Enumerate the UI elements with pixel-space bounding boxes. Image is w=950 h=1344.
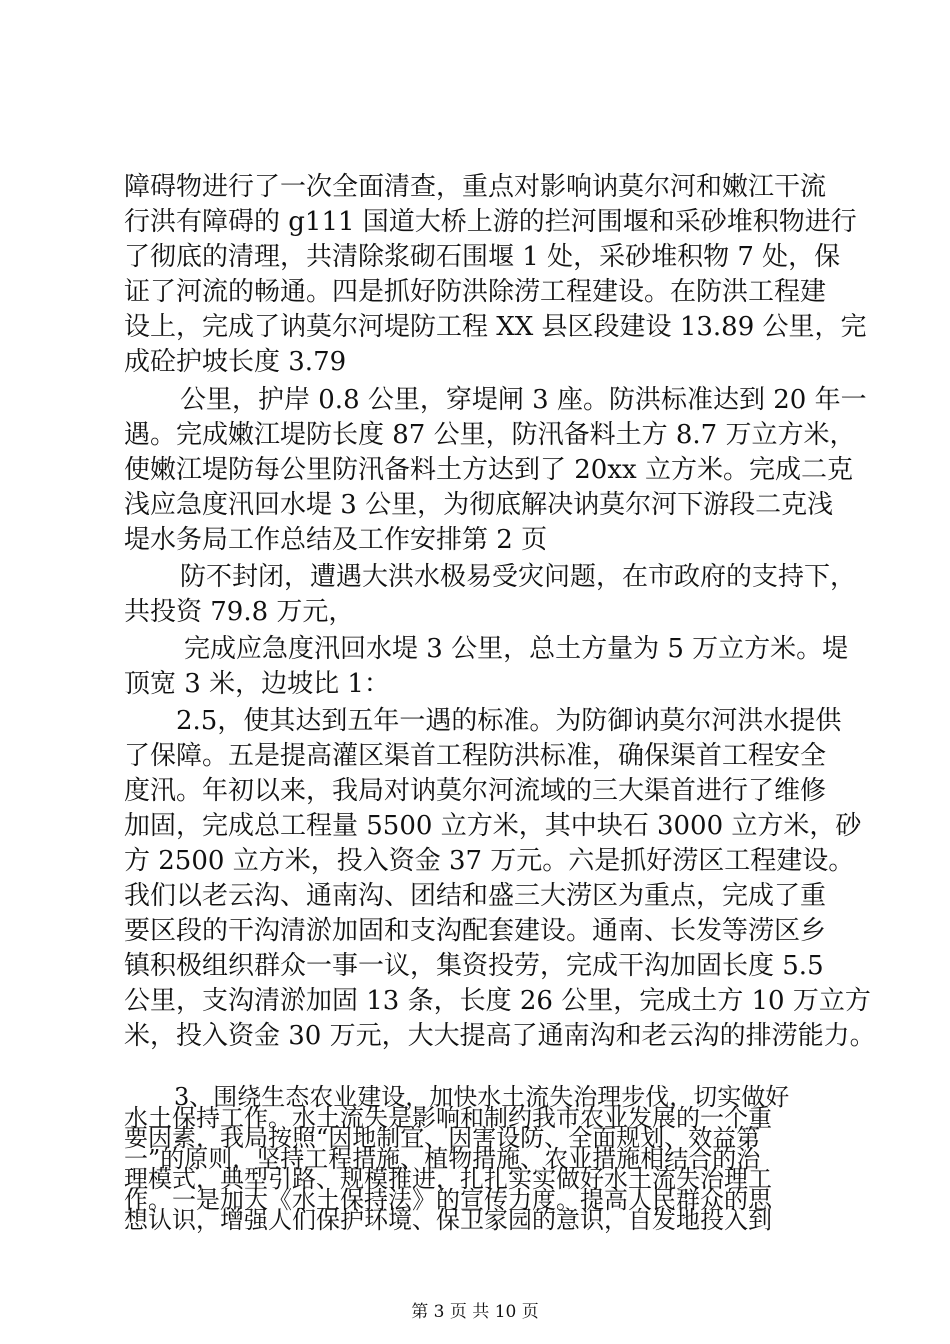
text-line: 顶宽 3 米，边坡比 1： [124, 669, 390, 699]
text-line: 完成应急度汛回水堤 3 公里，总土方量为 5 万立方米。堤 [184, 634, 849, 664]
text-line: 要因素，我局按照“因地制宜、因害设防、全面规划、效益第 [124, 1124, 761, 1152]
text-line: 堤水务局工作总结及工作安排第 2 页 [124, 525, 548, 555]
text-line: 防不封闭，遭遇大洪水极易受灾问题，在市政府的支持下， [180, 562, 857, 592]
text-line: 方 2500 立方米，投入资金 37 万元。六是抓好涝区工程建设。 [124, 846, 855, 876]
text-line: 设上，完成了讷莫尔河堤防工程 XX 县区段建设 13.89 公里，完 [124, 312, 867, 342]
text-line: 我们以老云沟、通南沟、团结和盛三大涝区为重点，完成了重 [124, 881, 827, 911]
text-line: 了彻底的清理，共清除浆砌石围堰 1 处，采砂堆积物 7 处，保 [124, 242, 841, 272]
text-line: 障碍物进行了一次全面清查，重点对影响讷莫尔河和嫩江干流 [124, 172, 827, 202]
text-line: 加固，完成总工程量 5500 立方米，其中块石 3000 立方米，砂 [124, 811, 862, 841]
text-line: 要区段的干沟清淤加固和支沟配套建设。通南、长发等涝区乡 [124, 916, 827, 946]
text-line: 理模式，典型引路、规模推进，扎扎实实做好水土流失治理工 [124, 1165, 772, 1193]
text-line: 度汛。年初以来，我局对讷莫尔河流域的三大渠首进行了维修 [124, 776, 827, 806]
page-number-footer: 第 3 页 共 10 页 [411, 1302, 539, 1322]
text-line: 使嫩江堤防每公里防汛备料土方达到了 20xx 立方米。完成二克 [124, 455, 853, 485]
text-line: 作。一是加大《水土保持法》的宣传力度。提高人民群众的思 [124, 1186, 772, 1214]
text-line: 米，投入资金 30 万元，大大提高了通南沟和老云沟的排涝能力。 [124, 1021, 876, 1051]
text-line: 3、围绕生态农业建设，加快水土流失治理步伐，切实做好 [174, 1083, 790, 1111]
text-line: 公里，护岸 0.8 公里，穿堤闸 3 座。防洪标准达到 20 年一 [180, 385, 867, 415]
text-line: 想认识，增强人们保护环境、保卫家园的意识，自发地投入到 [124, 1206, 772, 1234]
text-line: 行洪有障碍的 g111 国道大桥上游的拦河围堰和采砂堆积物进行 [124, 207, 857, 237]
text-line: 了保障。五是提高灌区渠首工程防洪标准，确保渠首工程安全 [124, 741, 827, 771]
text-line: 成砼护坡长度 3.79 [124, 347, 347, 377]
text-line: 2.5，使其达到五年一遇的标准。为防御讷莫尔河洪水提供 [176, 706, 842, 736]
text-line: 一”的原则，坚持工程措施、植物措施、农业措施相结合的治 [124, 1145, 761, 1173]
text-line: 遇。完成嫩江堤防长度 87 公里，防汛备料土方 8.7 万立方米， [124, 420, 856, 450]
text-line: 证了河流的畅通。四是抓好防洪除涝工程建设。在防洪工程建 [124, 277, 827, 307]
text-line: 镇积极组织群众一事一议，集资投劳，完成干沟加固长度 5.5 [124, 951, 824, 981]
text-line: 浅应急度汛回水堤 3 公里，为彻底解决讷莫尔河下游段二克浅 [124, 490, 834, 520]
text-line: 共投资 79.8 万元， [124, 597, 355, 627]
text-line: 水土保持工作。水土流失是影响和制约我市农业发展的一个重 [124, 1104, 772, 1132]
text-line: 公里，支沟清淤加固 13 条，长度 26 公里，完成土方 10 万立方 [124, 986, 871, 1016]
